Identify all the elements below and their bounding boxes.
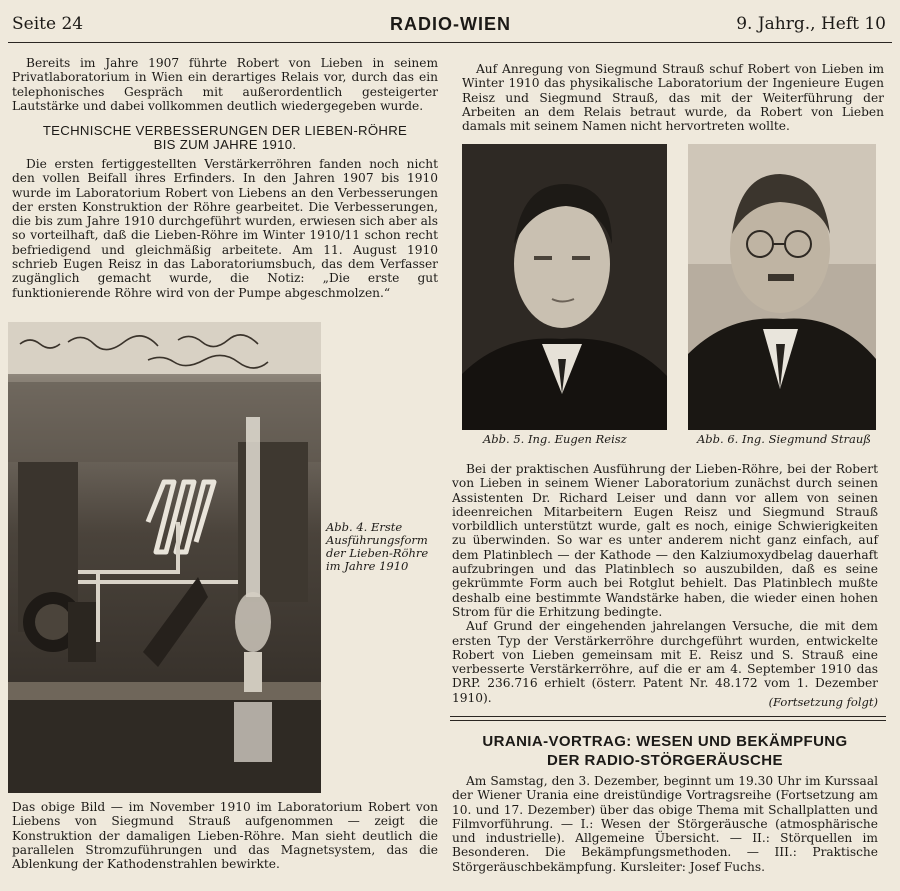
page-number: Seite 24 — [12, 14, 84, 34]
continuation-note: (Fortsetzung folgt) — [768, 695, 878, 709]
issue-info: 9. Jahrg., Heft 10 — [736, 14, 886, 34]
urania-body: Am Samstag, den 3. Dezember, beginnt um 19.30 Uhr im Kurssaal der Wiener Urania eine dreistündige Vortragsreihe (Fortsetzung am 10. und 17. Dezember) über das obige Thema mit Schallplatten und Filmvorführung. — I.: Wesen der Störgeräusche (atmosphärische und industrielle). Allgemeine Übersicht. — II.: Störquellen im Besonderen. Die Bekämpfungsmethoden. — III.: Praktische Störgeräuschbekämpfung. Kursleiter: Josef Fuchs. — [452, 774, 878, 874]
lieben-tube-photo — [8, 322, 321, 793]
portrait-siegmund-strauss — [688, 144, 876, 430]
figure-5-caption: Abb. 5. Ing. Eugen Reisz — [483, 432, 627, 446]
left-intro: Bereits im Jahre 1907 führte Robert von Lieben in seinem Privatlaboratorium in Wien ein derartiges Relais vor, durch das ein telephonisches Gespräch mit außerordentlich gesteigerter Lautstärke und dabei vollkommen deutlich wiedergegeben wurde. — [12, 56, 438, 113]
figure-6-caption: Abb. 6. Ing. Siegmund Strauß — [697, 432, 871, 446]
right-intro: Auf Anregung von Siegmund Strauß schuf Robert von Lieben im Winter 1910 das physikalische Laboratorium der Ingenieure Eugen Reisz und Siegmund Strauß, das mit der Weiterführung der Arbeiten an dem Relais betraut wurde, da Robert von Lieben damals mit seinem Namen nicht hervortreten wollte. — [462, 62, 884, 134]
urania-heading: URANIA-VORTRAG: WESEN UND BEKÄMPFUNG DER RADIO-STÖRGERÄUSCHE — [482, 733, 848, 769]
header-rule — [8, 42, 892, 43]
photo-note: Das obige Bild — im November 1910 im Laboratorium Robert von Liebens von Siegmund Strauß aufgenommen — zeigt die Konstruktion der damaligen Lieben-Röhre. Man sieht deutlich die parallelen Stromzuführungen und das Magnetsystem, das die Ablenkung der Kathodenstrahlen bewirkte. — [12, 800, 438, 872]
urania-rule-top — [450, 716, 886, 717]
right-body: Bei der praktischen Ausführung der Lieben-Röhre, bei der Robert von Lieben in seinem Wiener Laboratorium zunächst durch seinen Assistenten Dr. Richard Leiser und dann vor allem von seinen ideenreichen Mitarbeitern Eugen Reisz und Siegmund Strauß vorbildlich unterstützt wurde, galt es noch, einige Schwierigkeiten zu überwinden. So war es unter anderem nicht ganz einfach, auf dem Platinblech — der Kathode — den Kalziumoxydbelag dauerhaft aufzubringen und das Platinblech so auszubilden, daß es seine gekrümmte Form auch bei Rotglut behielt. Das Platinblech mußte deshalb eine bestimmte Wandstärke haben, die wieder einen hohen Strom für die Erhitzung bedingte. Auf Grund der eingehenden jahrelangen Versuche, die mit dem ersten Typ der Verstärkerröhre durchgeführt wurden, entwickelte Robert von Lieben gemeinsam mit E. Reisz und S. Strauß eine verbesserte Verstärkerröhre, auf die er am 4. September 1910 das DRP. 236.716 erhielt (österr. Patent Nr. 48.172 vom 1. Dezember 1910). — [452, 462, 878, 705]
lieben-tube-illustration — [8, 322, 321, 793]
portrait-eugen-reisz — [462, 144, 667, 430]
section-heading: TECHNISCHE VERBESSERUNGEN DER LIEBEN-RÖHRE BIS ZUM JAHRE 1910. — [42, 123, 408, 152]
figure-4-caption: Abb. 4. Erste Ausführungsform der Lieben-Röhre im Jahre 1910 — [326, 520, 429, 573]
urania-rule-top-2 — [450, 720, 886, 721]
left-body: Die ersten fertiggestellten Verstärkerröhren fanden noch nicht den vollen Beifall ihres Erfinders. In den Jahren 1907 bis 1910 wurde im Laboratorium Robert von Liebens an den Verbesserungen der ersten Konstruktion der Röhre gearbeitet. Die Verbesserungen, die bis zum Jahre 1910 durchgeführt wurden, erwiesen sich aber als so vorteilhaft, daß die Lieben-Röhre im Winter 1910/11 schon recht befriedigend und gleichmäßig arbeitete. Am 11. August 1910 schrieb Eugen Reisz in das Laboratoriumsbuch, das dem Verfasser zugänglich gemacht wurde, die Notiz: „Die erste gut funktionierende Röhre wird von der Pumpe abgeschmolzen.“ — [12, 157, 438, 300]
magazine-title: RADIO-WIEN — [390, 14, 511, 34]
portrait-strauss-illustration — [688, 144, 876, 430]
portrait-reisz-illustration — [462, 144, 667, 430]
